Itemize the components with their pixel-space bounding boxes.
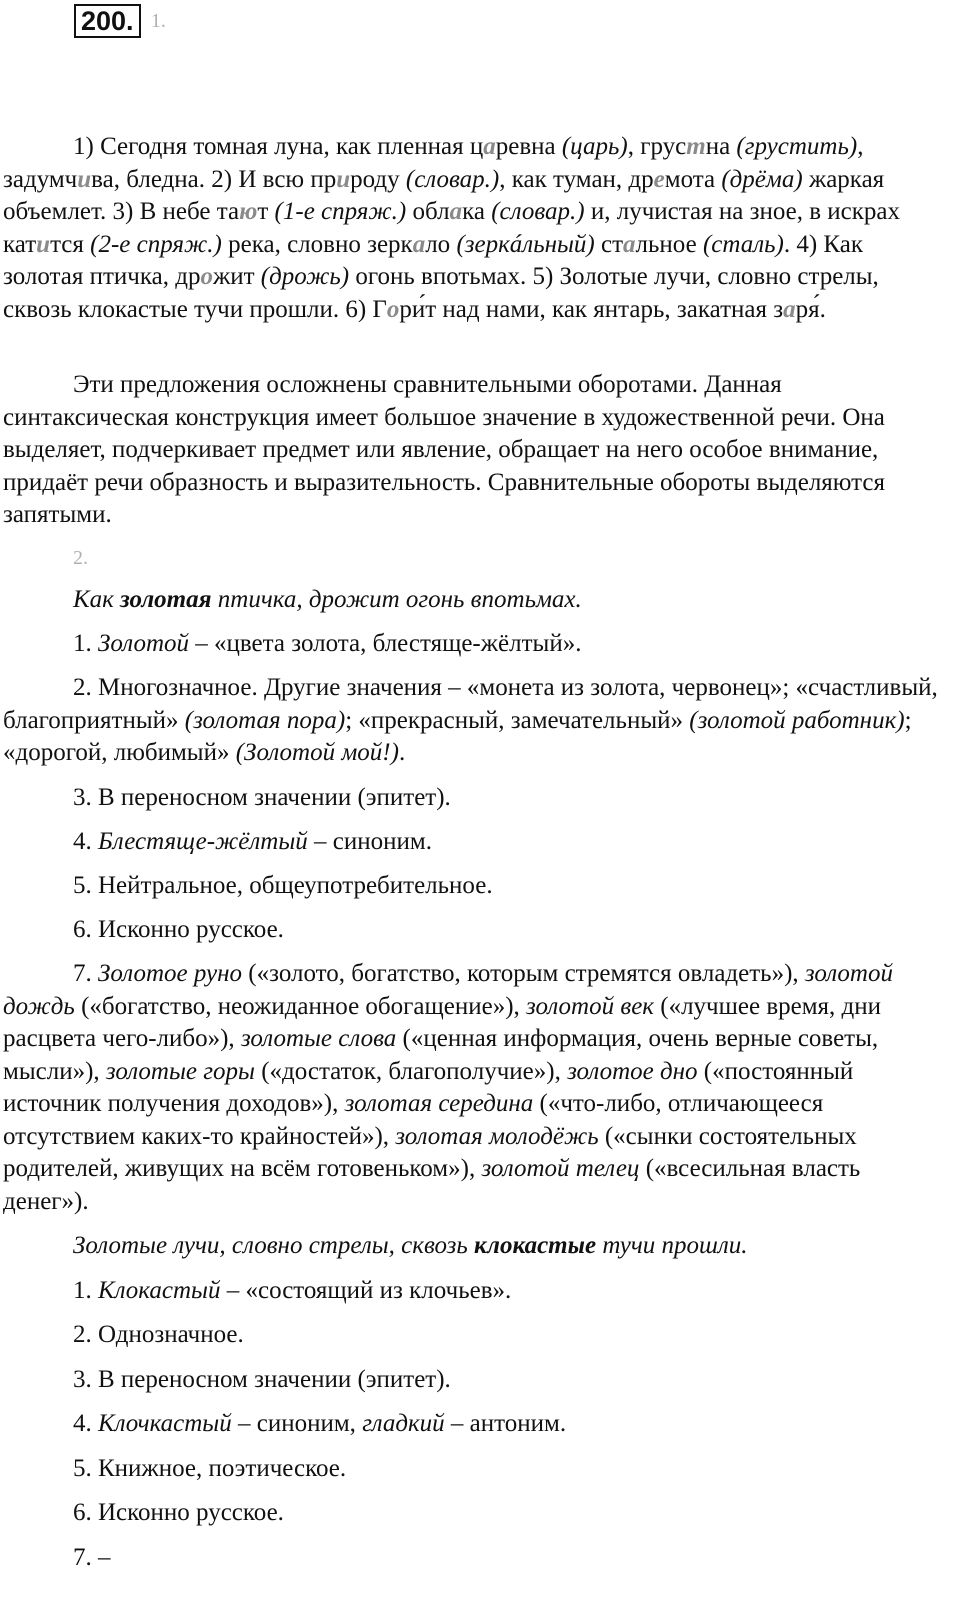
analysis-1-item-6: 6. Исконно русское. <box>73 916 284 943</box>
part-1-label: 1. <box>150 10 166 33</box>
analyzed-sentence-2: Золотые лучи, словно стрелы, сквозь клокастые тучи прошли. <box>73 1232 748 1259</box>
analysis-2-item-4: 4. Клочкастый – синоним, гладкий – антоним. <box>73 1410 567 1437</box>
analysis-1-item-5: 5. Нейтральное, общеупотребительное. <box>73 872 493 899</box>
exercise-header <box>74 4 166 40</box>
analysis-2-item-2: 2. Однозначное. <box>73 1321 244 1348</box>
exercise-number: 200. <box>74 4 141 38</box>
analysis-1-item-3: 3. В переносном значении (эпитет). <box>73 784 451 811</box>
part-2-label: 2. <box>73 547 88 569</box>
analysis-2-item-7: 7. – <box>73 1544 111 1571</box>
exercise-text: 1) Сегодня томная луна, как пленная царевна (царь), грустна (грустить), задумчива, бледна. 2) И всю природу (словар.), как туман, дремота (дрёма) жаркая объемлет. 3) В небе тают (1-е спряж.) облака (словар.) и, лучистая на зное, в искрах катится (2-е спряж.) река, словно зеркало (зеркáльный) стальное (сталь). 4) Как золотая птичка, дрожит (дрожь) огонь впотьмах. 5) Золотые лучи, словно стрелы, сквозь клокастые тучи прошли. 6) Гори́т над нами, как янтарь, закатная заря́. <box>3 133 900 323</box>
analysis-1-item-1: 1. Золотой – «цвета золота, блестяще-жёлтый». <box>73 630 582 657</box>
analysis-1-item-7: 7. Золотое руно («золото, богатство, которым стремятся овладеть»), золотой дождь («богатство, неожиданное обогащение»), золотой век («лучшее время, дни расцвета чего-либо»), золотые слова («ценная информация, очень верные советы, мысли»), золотые горы («достаток, благополучие»), золотое дно («постоянный источник получения доходов»), золотая середина («что-либо, отличающееся отсутствием каких-то крайностей»), золотая молодёжь («сынки состоятельных родителей, живущих на всём готовеньком»), золотой телец («всесильная власть денег»). <box>3 960 893 1215</box>
analysis-2-item-6: 6. Исконно русское. <box>73 1499 284 1526</box>
analysis-1-item-2: 2. Многозначное. Другие значения – «монета из золота, червонец»; «счастливый, благоприятный» (золотая пора); «прекрасный, замечательный» (золотой работник); «дорогой, любимый» (Золотой мой!). <box>3 674 938 766</box>
analysis-1-item-4: 4. Блестяще-жёлтый – синоним. <box>73 828 432 855</box>
analyzed-sentence-1: Как золотая птичка, дрожит огонь впотьмах. <box>73 586 582 613</box>
analysis-2-item-3: 3. В переносном значении (эпитет). <box>73 1366 451 1393</box>
analysis-2-item-1: 1. Клокастый – «состоящий из клочьев». <box>73 1277 512 1304</box>
explanation-paragraph: Эти предложения осложнены сравнительными оборотами. Данная синтаксическая конструкция имеет большое значение в художественной речи. Она выделяет, подчеркивает предмет или явление, обращает на него особое внимание, придаёт речи образность и выразительность. Сравнительные обороты выделяются запятыми. <box>3 371 885 528</box>
analysis-2-item-5: 5. Книжное, поэтическое. <box>73 1455 347 1482</box>
